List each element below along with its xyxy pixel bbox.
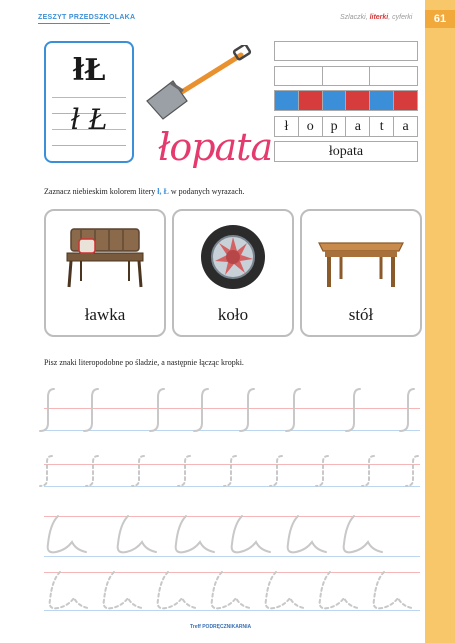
- card-guide-line: [52, 145, 126, 146]
- picture-label: ławka: [84, 305, 126, 324]
- sound-cell-blue: [323, 90, 347, 111]
- sound-cell-blue: [370, 90, 394, 111]
- picture-label: koło: [217, 305, 249, 324]
- instruction-mark-letters: [44, 187, 244, 196]
- instruction-letters: ł, Ł: [157, 187, 169, 196]
- tracing-row-1: [36, 383, 426, 435]
- table-icon: [313, 221, 409, 291]
- picture-card-bench: [44, 209, 166, 337]
- instruction-text: Zaznacz niebieskim kolorem litery: [44, 187, 158, 196]
- syllable-boxes: [274, 66, 418, 86]
- picture-card-wheel: [172, 209, 294, 337]
- sound-colors: [274, 90, 418, 111]
- sound-cell-red: [394, 90, 418, 111]
- workbook-title-text: ZESZYT PRZEDSZKOLAKA: [38, 14, 136, 21]
- letter-cell: ł: [275, 116, 299, 137]
- side-strip: [425, 0, 455, 643]
- letter-cell: o: [299, 116, 323, 137]
- instruction-text-end: w podanych wyrazach.: [168, 187, 245, 196]
- letter-script: ł Ł: [70, 103, 108, 136]
- picture-card-table: [300, 209, 422, 337]
- letter-cell: t: [370, 116, 394, 137]
- sound-cell-red: [299, 90, 323, 111]
- bench-icon: [57, 221, 153, 291]
- syllable-cell: [370, 66, 418, 86]
- sound-cell-blue: [275, 90, 299, 111]
- tracing-row-2: [36, 450, 426, 490]
- syllable-box: [274, 41, 418, 61]
- section-title-part3: , cyferki: [388, 14, 413, 21]
- publisher-logo: Treff PODRĘCZNIKARNIA: [190, 624, 252, 630]
- letter-row: [274, 116, 418, 137]
- workbook-title: [38, 14, 135, 21]
- card-guide-line: [52, 97, 126, 98]
- instruction-trace: Pisz znaki literopodobne po śladzie, a następnie łącząc kropki.: [44, 358, 244, 367]
- section-title: [340, 14, 412, 21]
- letter-cell: a: [394, 116, 418, 137]
- wheel-icon: [185, 221, 281, 291]
- section-title-part1: Szlaczki,: [340, 14, 370, 21]
- letter-print: łŁ: [72, 53, 106, 88]
- page-number: 61: [425, 10, 455, 28]
- printed-word: łopata: [274, 141, 418, 162]
- letter-card: [44, 41, 134, 163]
- sound-cell-red: [346, 90, 370, 111]
- letter-cell: a: [346, 116, 370, 137]
- shovel-icon: [143, 45, 255, 123]
- tracing-row-4: [36, 566, 426, 616]
- word-script: łopata: [158, 125, 273, 169]
- syllable-cell: [275, 66, 323, 86]
- letter-cell: p: [323, 116, 347, 137]
- picture-label: stół: [348, 305, 374, 324]
- syllable-cell: [323, 66, 371, 86]
- tracing-row-3: [36, 510, 426, 560]
- section-title-part2: literki: [369, 14, 389, 21]
